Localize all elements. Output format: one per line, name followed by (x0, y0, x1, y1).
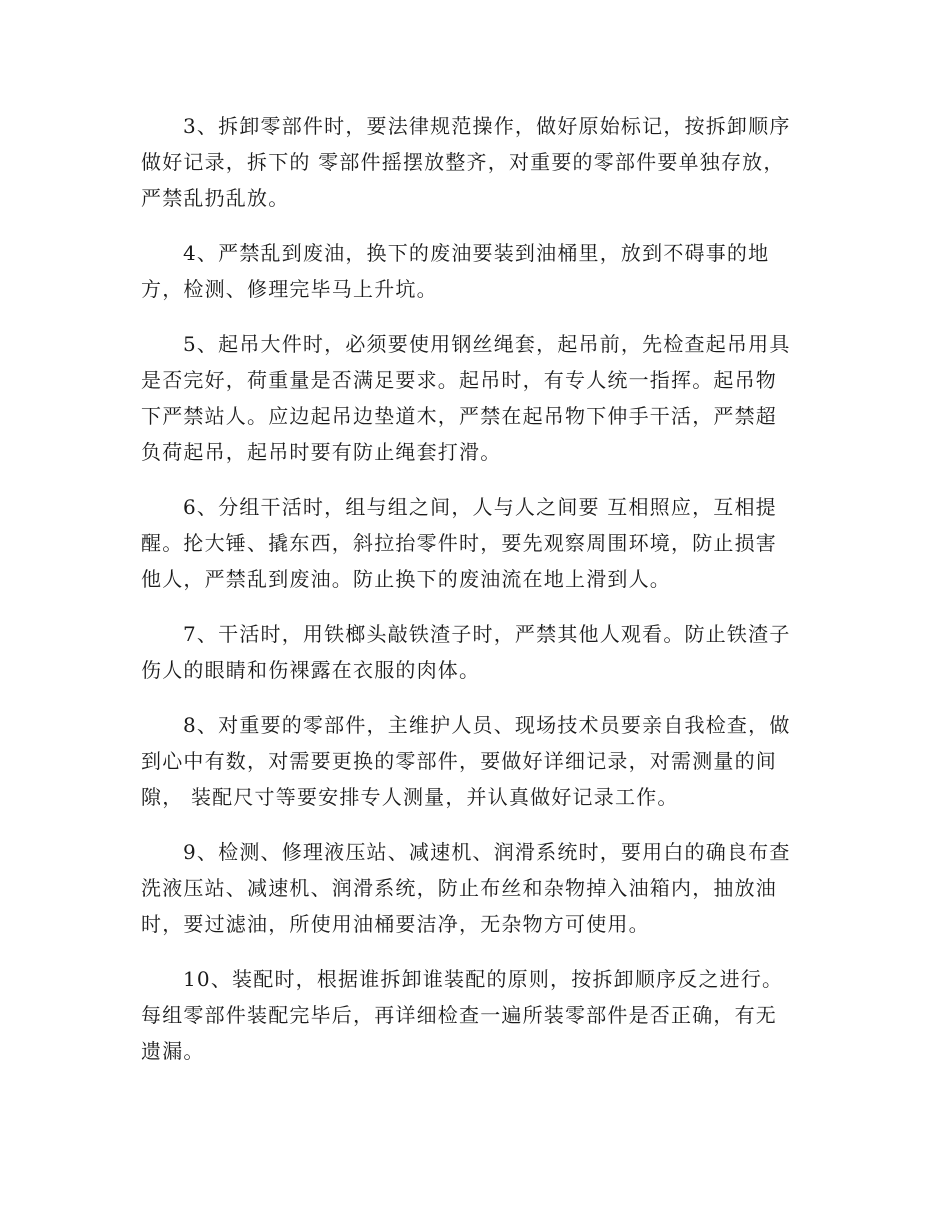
text-line: 3、拆卸零部件时，要法律规范操作，做好原始标记，按拆卸顺序 (183, 114, 791, 138)
paragraph-10 (141, 961, 807, 1069)
text-line: 严禁乱扔乱放。 (141, 186, 290, 210)
text-line: 4、严禁乱到废油，换下的废油要装到油桶里，放到不碍事的地 (183, 241, 770, 265)
text-line: 6、分组干活时，组与组之间，人与人之间要 互相照应，互相提 (183, 495, 777, 519)
text-line: 5、起吊大件时，必须要使用钢丝绳套，起吊前，先检查起吊用具 (183, 332, 791, 356)
text-line: 7、干活时，用铁榔头敲铁渣子时，严禁其他人观看。防止铁渣子 (183, 622, 791, 646)
paragraph-9 (141, 834, 807, 942)
text-line: 做好记录，拆下的 零部件摇摆放整齐，对重要的零部件要单独存放， (141, 150, 785, 174)
text-line: 下严禁站人。应边起吊边垫道木，严禁在起吊物下伸手干活，严禁超 (141, 404, 777, 428)
text-line: 10、装配时，根据谁拆卸谁装配的原则，按拆卸顺序反之进行。 (183, 967, 784, 991)
paragraph-8 (141, 707, 807, 815)
text-line: 是否完好，荷重量是否满足要求。起吊时，有专人统一指挥。起吊物 (141, 368, 777, 392)
text-line: 洗液压站、减速机、润滑系统，防止布丝和杂物掉入油箱内，抽放油 (141, 876, 777, 900)
text-line: 负荷起吊，起吊时要有防止绳套打滑。 (141, 440, 502, 464)
text-line: 隙， 装配尺寸等要安排专人测量，并认真做好记录工作。 (141, 785, 679, 809)
text-line: 醒。抡大锤、撬东西，斜拉抬零件时，要先观察周围环境，防止损害 (141, 531, 777, 555)
text-line: 遗漏。 (141, 1039, 205, 1063)
document-body (141, 108, 807, 1088)
paragraph-6 (141, 489, 807, 597)
text-line: 每组零部件装配完毕后，再详细检查一遍所装零部件是否正确，有无 (141, 1003, 777, 1027)
text-line: 9、检测、修理液压站、减速机、润滑系统时，要用白的确良布查 (183, 840, 791, 864)
text-line: 他人，严禁乱到废油。防止换下的废油流在地上滑到人。 (141, 567, 671, 591)
paragraph-5 (141, 326, 807, 470)
paragraph-3 (141, 108, 807, 216)
text-line: 到心中有数，对需要更换的零部件，要做好详细记录，对需测量的间 (141, 749, 777, 773)
text-line: 8、对重要的零部件，主维护人员、现场技术员要亲自我检查，做 (183, 713, 791, 737)
text-line: 时，要过滤油，所使用油桶要洁净，无杂物方可使用。 (141, 912, 650, 936)
paragraph-4 (141, 235, 807, 307)
text-line: 方，检测、修理完毕马上升坑。 (141, 277, 438, 301)
text-line: 伤人的眼睛和伤裸露在衣服的肉体。 (141, 658, 481, 682)
paragraph-7 (141, 616, 807, 688)
